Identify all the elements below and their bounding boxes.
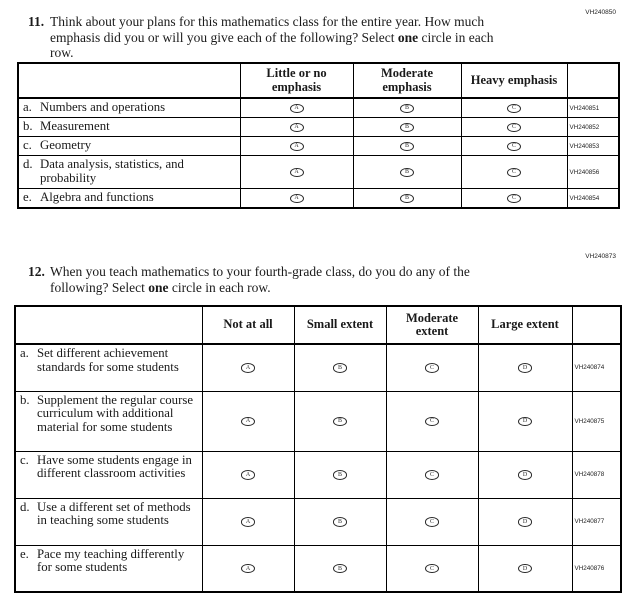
bubble-letter: C (429, 518, 434, 525)
bubble-letter: C (429, 471, 434, 478)
answer-bubble-b[interactable] (333, 564, 347, 574)
bubble-letter: A (294, 124, 299, 131)
row-letter: e. (20, 546, 29, 561)
row-label-cell (18, 137, 240, 156)
empty-header-cell (15, 306, 202, 344)
bubble-letter: B (337, 418, 342, 425)
bubble-cell (240, 137, 353, 156)
row-item-code: VH240853 (567, 137, 619, 156)
bubble-letter: A (294, 105, 299, 112)
answer-bubble-d[interactable] (518, 363, 532, 373)
bubble-cell (478, 344, 572, 391)
column-header-moderate-emphasis: Moderate emphasis (353, 63, 461, 98)
column-header-not-at-all: Not at all (202, 306, 294, 344)
bubble-cell (461, 118, 567, 137)
answer-bubble-c[interactable] (425, 470, 439, 480)
answer-bubble-c[interactable] (507, 123, 521, 133)
question-11 (28, 14, 508, 61)
bubble-letter: D (522, 365, 528, 372)
bubble-cell (386, 545, 478, 592)
bubble-cell (353, 98, 461, 118)
answer-bubble-c[interactable] (425, 363, 439, 373)
bubble-letter: A (294, 169, 299, 176)
bubble-cell (240, 156, 353, 189)
bubble-cell (202, 545, 294, 592)
answer-bubble-c[interactable] (425, 564, 439, 574)
question-12-number: 12. (28, 264, 45, 279)
row-item-code: VH240875 (572, 391, 621, 451)
answer-bubble-d[interactable] (518, 517, 532, 527)
answer-bubble-d[interactable] (518, 417, 532, 427)
row-label-cell (15, 545, 202, 592)
bubble-letter: B (337, 365, 342, 372)
row-letter: a. (23, 100, 32, 114)
question-11-bold-word: one (397, 29, 419, 45)
row-label: Supplement the regular course curriculum with additional material for some students (37, 392, 193, 434)
bubble-cell (353, 156, 461, 189)
row-item-code: VH240851 (567, 98, 619, 118)
bubble-cell (461, 156, 567, 189)
empty-code-header-cell (572, 306, 621, 344)
answer-bubble-a[interactable] (241, 363, 255, 373)
bubble-letter: A (245, 565, 251, 572)
row-letter: e. (23, 190, 32, 204)
question-11-text (50, 14, 508, 61)
answer-bubble-b[interactable] (400, 142, 414, 152)
bubble-cell (240, 118, 353, 137)
question-11-text-start: Think about your plans for this mathematics class for the entire year. How much emphasis did you or will you give each of the following? Select (50, 14, 485, 45)
answer-bubble-c[interactable] (507, 194, 521, 204)
question-11-item-code: VH240850 (585, 9, 616, 16)
row-letter: c. (23, 138, 32, 152)
row-item-code: VH240878 (572, 451, 621, 498)
row-label-cell (18, 189, 240, 209)
row-label-cell (15, 344, 202, 391)
bubble-letter: A (245, 471, 251, 478)
bubble-letter: A (245, 365, 251, 372)
row-letter: a. (20, 346, 29, 360)
answer-bubble-c[interactable] (507, 142, 521, 152)
row-label: Use a different set of methods in teaching some students (37, 499, 191, 527)
bubble-letter: C (511, 124, 516, 131)
question-12-text-end: circle in each row. (168, 279, 271, 295)
answer-bubble-a[interactable] (290, 142, 304, 152)
row-letter: d. (20, 499, 30, 514)
answer-bubble-d[interactable] (518, 470, 532, 480)
row-item-code: VH240877 (572, 498, 621, 545)
answer-bubble-a[interactable] (241, 517, 255, 527)
row-label: Have some students engage in different classroom activities (37, 452, 192, 480)
bubble-letter: C (429, 418, 434, 425)
bubble-cell (202, 344, 294, 391)
answer-bubble-b[interactable] (400, 123, 414, 133)
answer-bubble-b[interactable] (400, 104, 414, 114)
row-item-code: VH240854 (567, 189, 619, 209)
answer-bubble-a[interactable] (241, 470, 255, 480)
bubble-cell (353, 118, 461, 137)
answer-bubble-b[interactable] (333, 470, 347, 480)
table-row (18, 156, 619, 189)
column-header-large-extent: Large extent (478, 306, 572, 344)
question-12-table (14, 305, 622, 593)
row-label: Geometry (40, 138, 92, 152)
table-row (18, 137, 619, 156)
bubble-letter: A (245, 418, 251, 425)
empty-code-header-cell (567, 63, 619, 98)
bubble-letter: B (337, 565, 342, 572)
bubble-letter: B (337, 518, 342, 525)
bubble-cell (478, 545, 572, 592)
answer-bubble-c[interactable] (425, 417, 439, 427)
table-row (15, 545, 621, 592)
bubble-letter: B (337, 471, 342, 478)
bubble-cell (294, 498, 386, 545)
row-label: Data analysis, statistics, and probability (40, 157, 184, 185)
question-12-bold-word: one (148, 279, 169, 295)
bubble-cell (386, 344, 478, 391)
bubble-cell (386, 391, 478, 451)
bubble-letter: D (522, 518, 528, 525)
bubble-letter: A (245, 518, 251, 525)
answer-bubble-d[interactable] (518, 564, 532, 574)
answer-bubble-c[interactable] (507, 168, 521, 178)
table-row (15, 498, 621, 545)
row-label-cell (15, 391, 202, 451)
answer-bubble-a[interactable] (290, 194, 304, 204)
table-row (15, 391, 621, 451)
row-item-code: VH240876 (572, 545, 621, 592)
bubble-letter: B (404, 105, 409, 112)
row-label-cell (18, 156, 240, 189)
bubble-letter: D (522, 565, 528, 572)
row-label-cell (18, 98, 240, 118)
answer-bubble-a[interactable] (290, 123, 304, 133)
bubble-letter: C (429, 365, 434, 372)
table-row (18, 98, 619, 118)
bubble-cell (294, 451, 386, 498)
bubble-cell (202, 498, 294, 545)
answer-bubble-a[interactable] (241, 564, 255, 574)
bubble-letter: A (294, 195, 299, 202)
question-11-text-end: circle in each row. (50, 29, 494, 60)
bubble-cell (478, 391, 572, 451)
bubble-cell (461, 98, 567, 118)
bubble-letter: C (511, 143, 516, 150)
answer-bubble-a[interactable] (290, 168, 304, 178)
bubble-letter: B (404, 143, 409, 150)
bubble-cell (386, 498, 478, 545)
answer-bubble-b[interactable] (333, 517, 347, 527)
bubble-letter: A (294, 143, 299, 150)
bubble-cell (461, 189, 567, 209)
answer-bubble-b[interactable] (400, 168, 414, 178)
bubble-cell (478, 498, 572, 545)
bubble-cell (353, 189, 461, 209)
bubble-cell (353, 137, 461, 156)
table-header-row (18, 63, 619, 98)
bubble-letter: B (404, 169, 409, 176)
question-12-text-start: When you teach mathematics to your fourth-grade class, do you do any of the following? Select (50, 264, 470, 295)
bubble-cell (294, 344, 386, 391)
bubble-letter: C (511, 169, 516, 176)
row-label: Measurement (40, 119, 110, 133)
bubble-cell (386, 451, 478, 498)
row-label: Algebra and functions (40, 190, 154, 204)
bubble-cell (461, 137, 567, 156)
row-item-code: VH240856 (567, 156, 619, 189)
question-12-item-code: VH240873 (585, 253, 616, 260)
table-row (15, 344, 621, 391)
column-header-heavy-emphasis: Heavy emphasis (461, 63, 567, 98)
row-label-cell (15, 451, 202, 498)
column-header-small-extent: Small extent (294, 306, 386, 344)
question-12-text (50, 264, 508, 295)
bubble-cell (294, 545, 386, 592)
answer-bubble-b[interactable] (333, 417, 347, 427)
bubble-letter: B (404, 195, 409, 202)
row-label-cell (15, 498, 202, 545)
row-label: Set different achievement standards for some students (37, 346, 179, 374)
answer-bubble-b[interactable] (400, 194, 414, 204)
row-item-code: VH240874 (572, 344, 621, 391)
row-letter: b. (23, 119, 33, 133)
question-11-table (17, 62, 620, 209)
bubble-cell (202, 451, 294, 498)
bubble-letter: D (522, 471, 528, 478)
row-letter: b. (20, 392, 30, 407)
bubble-letter: C (429, 565, 434, 572)
answer-bubble-b[interactable] (333, 363, 347, 373)
bubble-cell (478, 451, 572, 498)
bubble-cell (294, 391, 386, 451)
question-12 (28, 264, 508, 295)
column-header-moderate-extent: Moderate extent (386, 306, 478, 344)
row-label: Numbers and operations (40, 100, 166, 114)
bubble-cell (240, 98, 353, 118)
table-row (15, 451, 621, 498)
table-row (18, 189, 619, 209)
empty-header-cell (18, 63, 240, 98)
bubble-cell (240, 189, 353, 209)
table-header-row (15, 306, 621, 344)
row-label-cell (18, 118, 240, 137)
row-letter: c. (20, 452, 29, 467)
question-11-number: 11. (28, 14, 45, 29)
table-row (18, 118, 619, 137)
row-label: Pace my teaching differently for some students (37, 546, 185, 574)
answer-bubble-c[interactable] (507, 104, 521, 114)
bubble-letter: D (522, 418, 528, 425)
row-letter: d. (23, 157, 33, 171)
answer-bubble-a[interactable] (290, 104, 304, 114)
bubble-letter: B (404, 124, 409, 131)
answer-bubble-c[interactable] (425, 517, 439, 527)
bubble-letter: C (511, 195, 516, 202)
row-item-code: VH240852 (567, 118, 619, 137)
answer-bubble-a[interactable] (241, 417, 255, 427)
bubble-letter: C (511, 105, 516, 112)
column-header-little-or-no-emphasis: Little or no emphasis (240, 63, 353, 98)
bubble-cell (202, 391, 294, 451)
